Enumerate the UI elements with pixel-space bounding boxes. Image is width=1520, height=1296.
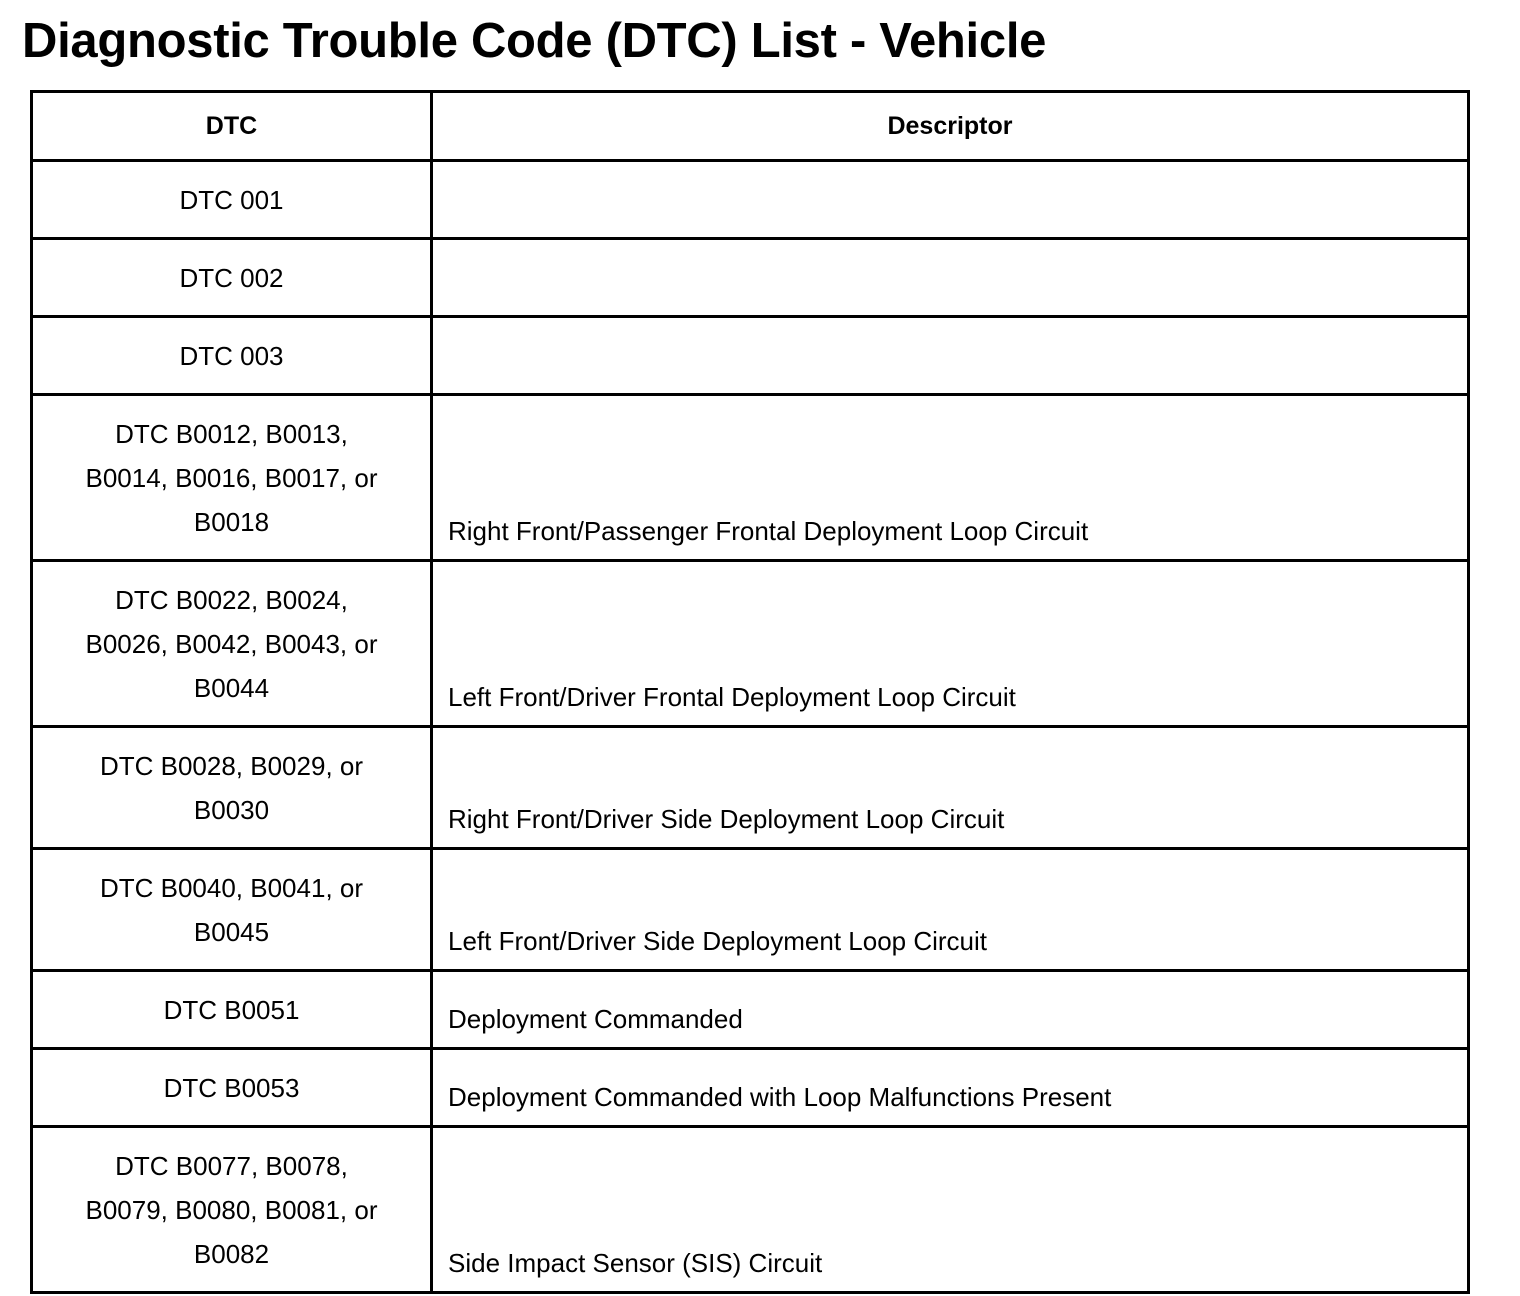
table-row [32,1049,1469,1127]
dtc-code-line: B0079, B0080, B0081, or [85,1194,378,1225]
table-row [32,239,1469,317]
page-title: Diagnostic Trouble Code (DTC) List - Vehicle [22,14,1047,68]
dtc-code-line: DTC B0022, B0024, [115,584,348,615]
dtc-code-line: DTC 001 [179,184,284,215]
dtc-code-line: DTC B0077, B0078, [115,1150,348,1181]
dtc-code-line: DTC B0012, B0013, [115,418,348,449]
descriptor-cell: Right Front/Passenger Frontal Deployment Loop Circuit [432,395,1469,561]
dtc-code-line: DTC 003 [179,340,284,371]
dtc-code-cell [32,561,432,727]
descriptor-cell [432,317,1469,395]
dtc-code-cell [32,395,432,561]
dtc-code-line: DTC B0051 [163,994,300,1025]
dtc-code-line: DTC B0053 [163,1072,300,1103]
dtc-code-line: DTC B0040, B0041, or [99,872,364,903]
table-row [32,395,1469,561]
dtc-code-cell [32,161,432,239]
dtc-code-line: DTC B0028, B0029, or [99,750,364,781]
dtc-code-line: B0082 [193,1238,270,1269]
descriptor-cell: Side Impact Sensor (SIS) Circuit [432,1127,1469,1293]
descriptor-cell: Left Front/Driver Side Deployment Loop Circuit [432,849,1469,971]
dtc-code-line: B0044 [193,672,270,703]
dtc-code-cell [32,1049,432,1127]
table-row [32,561,1469,727]
table-header-row [32,92,1469,161]
table-row [32,1127,1469,1293]
dtc-code-line: B0030 [193,794,270,825]
column-header-descriptor: Descriptor [432,92,1469,161]
descriptor-cell: Deployment Commanded [432,971,1469,1049]
descriptor-cell [432,161,1469,239]
table-row [32,849,1469,971]
dtc-code-cell [32,1127,432,1293]
table-row [32,161,1469,239]
table-row [32,317,1469,395]
descriptor-cell: Deployment Commanded with Loop Malfunctions Present [432,1049,1469,1127]
dtc-code-cell [32,727,432,849]
table-row [32,971,1469,1049]
dtc-code-line: DTC 002 [179,262,284,293]
descriptor-cell: Left Front/Driver Frontal Deployment Loop Circuit [432,561,1469,727]
dtc-code-cell [32,971,432,1049]
dtc-table [30,90,1470,1294]
descriptor-cell [432,239,1469,317]
dtc-code-line: B0045 [193,916,270,947]
dtc-code-line: B0026, B0042, B0043, or [85,628,378,659]
descriptor-cell: Right Front/Driver Side Deployment Loop Circuit [432,727,1469,849]
dtc-code-line: B0014, B0016, B0017, or [85,462,378,493]
column-header-dtc: DTC [32,92,432,161]
table-row [32,727,1469,849]
dtc-code-cell [32,239,432,317]
dtc-code-cell [32,317,432,395]
dtc-code-cell [32,849,432,971]
dtc-code-line: B0018 [193,506,270,537]
